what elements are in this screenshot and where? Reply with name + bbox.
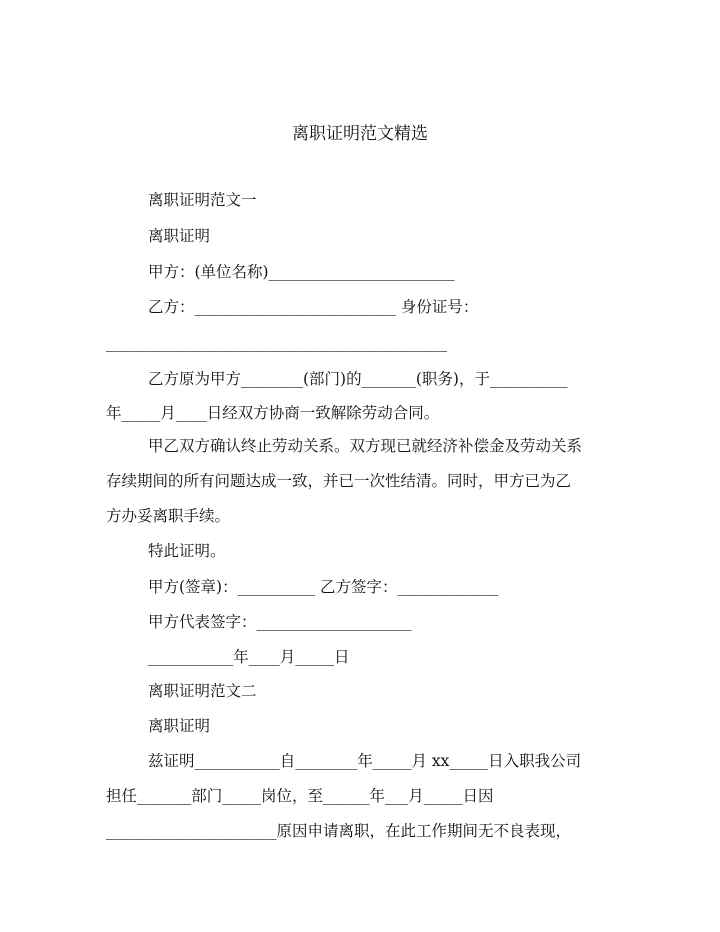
body-paragraph-3-line-2: 担任_______部门_____岗位，至______年___月_____日因	[106, 787, 494, 805]
party-a-line: 甲方：(单位名称)________________________	[148, 263, 455, 281]
id-number-blank: ____________________________________________	[106, 334, 447, 352]
body-paragraph-3-line-1: 兹证明___________自________年_____月 xx_____日入职我公司	[148, 752, 582, 770]
body-paragraph-1-line-2: 年_____月____日经双方协商一致解除劳动合同。	[106, 404, 440, 422]
signature-line-2: 甲方代表签字：____________________	[148, 613, 412, 631]
section-heading-2: 离职证明范文二	[148, 682, 257, 700]
document-title: 离职证明范文精选	[292, 124, 428, 144]
certificate-heading-1: 离职证明	[148, 227, 211, 245]
body-paragraph-3-line-3: ______________________原因申请离职，在此工作期间无不良表现，	[106, 822, 572, 840]
date-line: ___________年____月_____日	[148, 648, 350, 666]
hereby-certify: 特此证明。	[148, 542, 226, 560]
certificate-heading-2: 离职证明	[148, 717, 211, 735]
body-paragraph-2-line-3: 方办妥离职手续。	[106, 507, 231, 525]
signature-line-1: 甲方(签章)：__________ 乙方签字：_____________	[148, 578, 499, 596]
body-paragraph-1-line-1: 乙方原为甲方________(部门)的_______(职务)，于__________	[148, 370, 568, 388]
body-paragraph-2-line-1: 甲乙双方确认终止劳动关系。双方现已就经济补偿金及劳动关系	[148, 437, 583, 455]
party-b-line: 乙方：__________________________ 身份证号：	[148, 298, 479, 316]
body-paragraph-2-line-2: 存续期间的所有问题达成一致，并已一次性结清。同时，甲方已为乙	[106, 472, 572, 490]
section-heading-1: 离职证明范文一	[148, 191, 257, 209]
